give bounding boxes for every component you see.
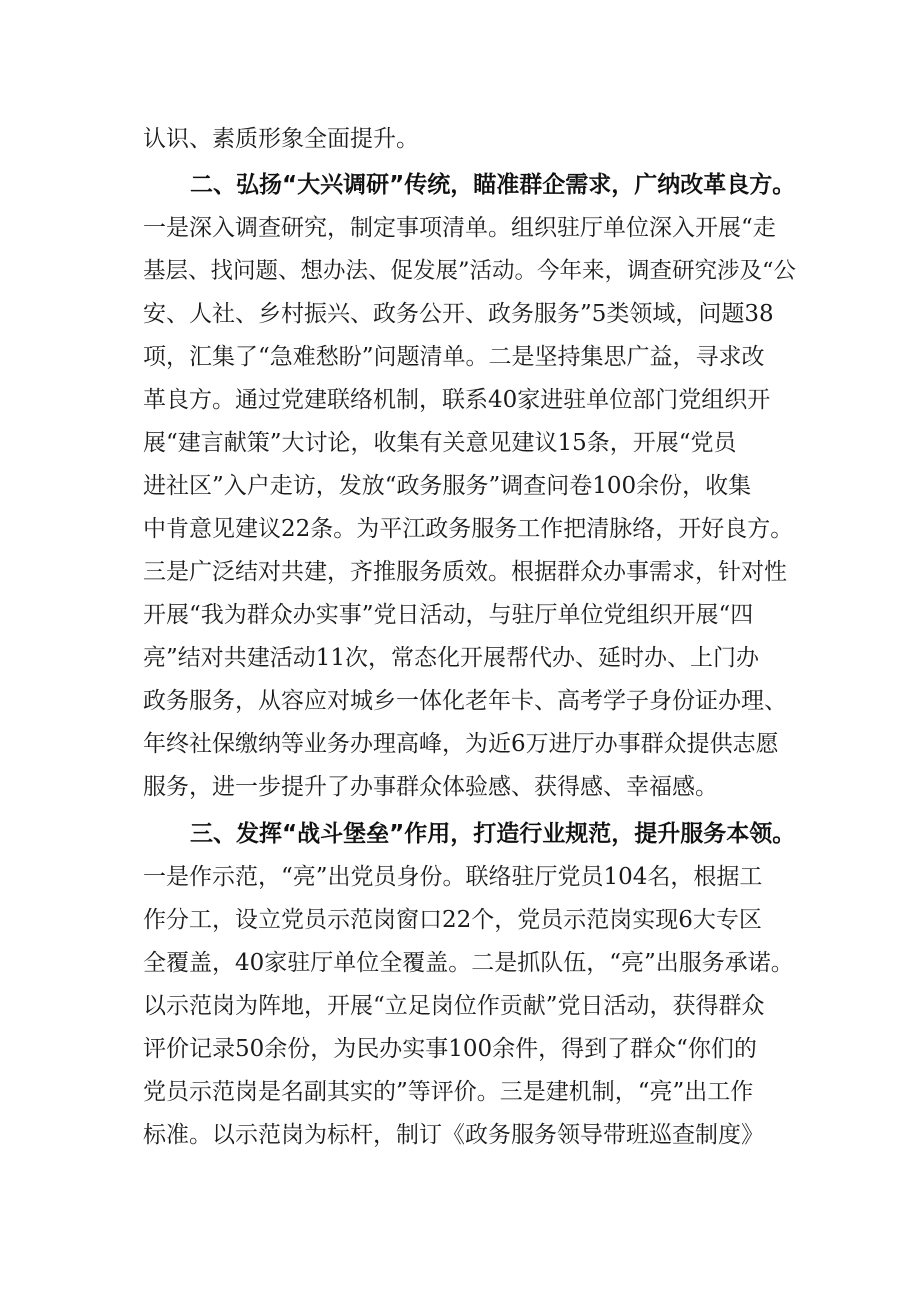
paragraph-line: 年终社保缴纳等业务办理高峰，为近6万进厅办事群众提供志愿 xyxy=(143,731,779,757)
paragraph-line: 作分工，设立党员示范岗窗口22个，党员示范岗实现6大专区 xyxy=(143,907,762,933)
paragraph-line: 全覆盖，40家驻厅单位全覆盖。二是抓队伍，“亮”出服务承诺。 xyxy=(143,950,794,976)
paragraph-line: 党员示范岗是名副其实的”等评价。三是建机制，“亮”出工作 xyxy=(143,1079,754,1105)
paragraph-line: 安、人社、乡村振兴、政务公开、政务服务”5类领域，问题38 xyxy=(143,301,774,327)
paragraph-line: 以示范岗为阵地，开展“立足岗位作贡献”党日活动，获得群众 xyxy=(143,993,765,1019)
paragraph-line: 三是广泛结对共建，齐推服务质效。根据群众办事需求，针对性 xyxy=(143,559,787,585)
paragraph-line: 一是深入调查研究，制定事项清单。组织驻厅单位深入开展“走 xyxy=(143,215,776,241)
section-heading-3: 三、发挥“战斗堡垒”作用，打造行业规范，提升服务本领。 xyxy=(190,821,796,847)
paragraph-line: 认识、素质形象全面提升。 xyxy=(143,126,419,152)
paragraph-line: 评价记录50余份，为民办实事100余件，得到了群众“你们的 xyxy=(143,1036,757,1062)
paragraph-line: 开展“我为群众办实事”党日活动，与驻厅单位党组织开展“四 xyxy=(143,602,754,628)
paragraph-line: 基层、找问题、想办法、促发展”活动。今年来，调查研究涉及“公 xyxy=(143,258,797,284)
paragraph-line: 标准。以示范岗为标杆，制订《政务服务领导带班巡查制度》 xyxy=(143,1122,764,1148)
paragraph-line: 政务服务，从容应对城乡一体化老年卡、高考学子身份证办理、 xyxy=(143,688,787,714)
paragraph-line: 服务，进一步提升了办事群众体验感、获得感、幸福感。 xyxy=(143,774,718,800)
paragraph-line: 展“建言献策”大讨论，收集有关意见建议15条，开展“党员 xyxy=(143,430,737,456)
paragraph-line: 亮”结对共建活动11次，常态化开展帮代办、延时办、上门办 xyxy=(143,645,760,671)
paragraph-line: 革良方。通过党建联络机制，联系40家进驻单位部门党组织开 xyxy=(143,387,771,413)
paragraph-line: 中肯意见建议22条。为平江政务服务工作把清脉络，开好良方。 xyxy=(143,516,794,542)
paragraph-line: 一是作示范，“亮”出党员身份。联络驻厅党员104名，根据工 xyxy=(143,864,763,890)
section-heading-2: 二、弘扬“大兴调研”传统，瞄准群企需求，广纳改革良方。 xyxy=(190,172,796,198)
paragraph-line: 项，汇集了“急难愁盼”问题清单。二是坚持集思广益，寻求改 xyxy=(143,344,765,370)
paragraph-line: 进社区”入户走访，发放“政务服务”调查问卷100余份，收集 xyxy=(143,473,752,499)
